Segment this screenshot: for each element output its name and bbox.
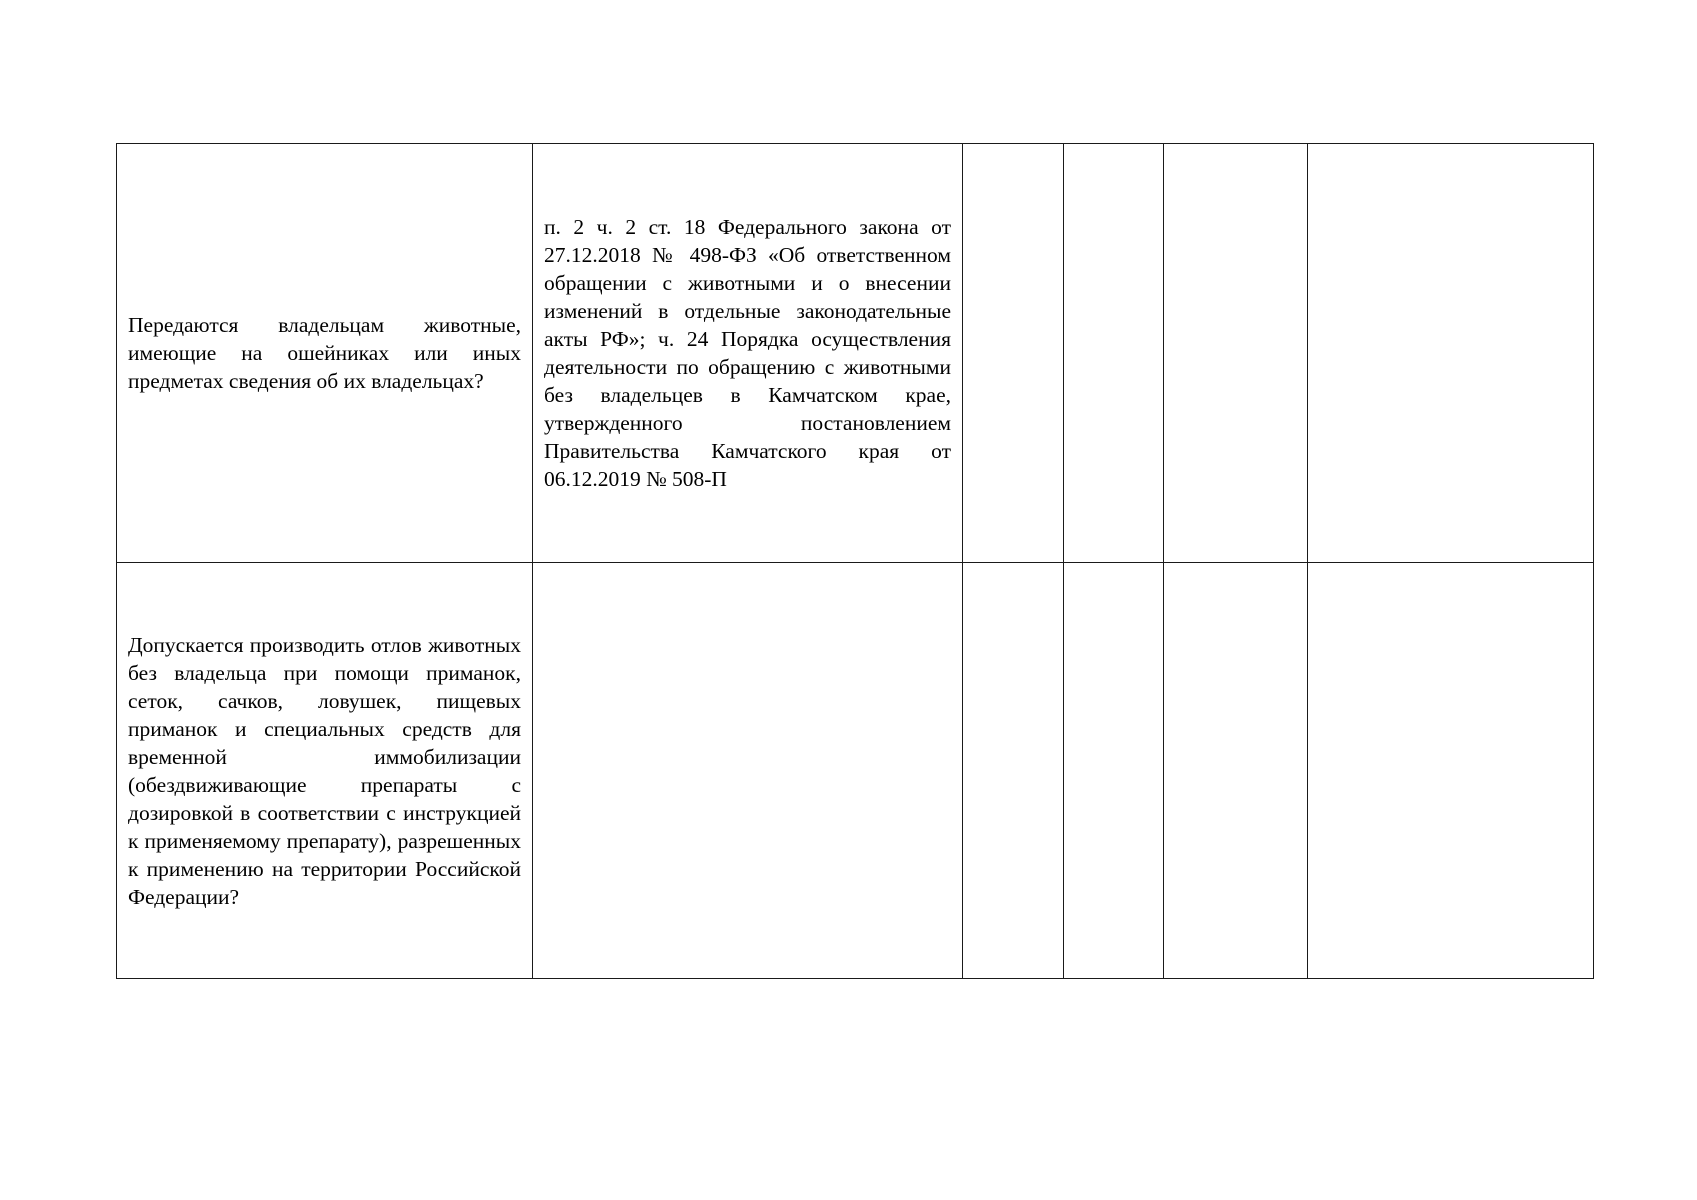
legal-basis-cell <box>533 144 963 563</box>
answer-yes-cell <box>963 563 1064 979</box>
question-cell <box>117 563 533 979</box>
table-row <box>117 563 1594 979</box>
answer-no-cell <box>1064 563 1164 979</box>
table-row <box>117 144 1594 563</box>
answer-yes-cell <box>963 144 1064 563</box>
question-text: Допускается производить отлов животных без владельца при помощи приманок, сеток, сачков, ловушек, пищевых приманок и специальных средств для временной иммобилизации (обездвиживающие препараты с дозировкой в соответствии с инструкцией к применяемому препарату), разрешенных к применению на территории Российской Федерации? <box>128 632 521 909</box>
answer-no-cell <box>1064 144 1164 563</box>
legal-basis-text: п. 2 ч. 2 ст. 18 Федерального закона от 27.12.2018 № 498-ФЗ «Об ответственном обращении с животными и о внесении изменений в отдельные законодательные акты РФ»; ч. 24 Порядка осуществления деятельности по обращению с животными без владельцев в Камчатском крае, утвержденного постановлением Правительства Камчатского края от 06.12.2019 № 508-П <box>544 215 951 491</box>
answer-na-cell <box>1164 563 1308 979</box>
note-cell <box>1308 144 1594 563</box>
checklist-table <box>116 143 1594 979</box>
answer-na-cell <box>1164 144 1308 563</box>
question-cell <box>117 144 533 563</box>
question-text: Передаются владельцам животные, имеющие на ошейниках или иных предметах сведения об их владельцах? <box>128 313 521 393</box>
legal-basis-cell <box>533 563 963 979</box>
note-cell <box>1308 563 1594 979</box>
